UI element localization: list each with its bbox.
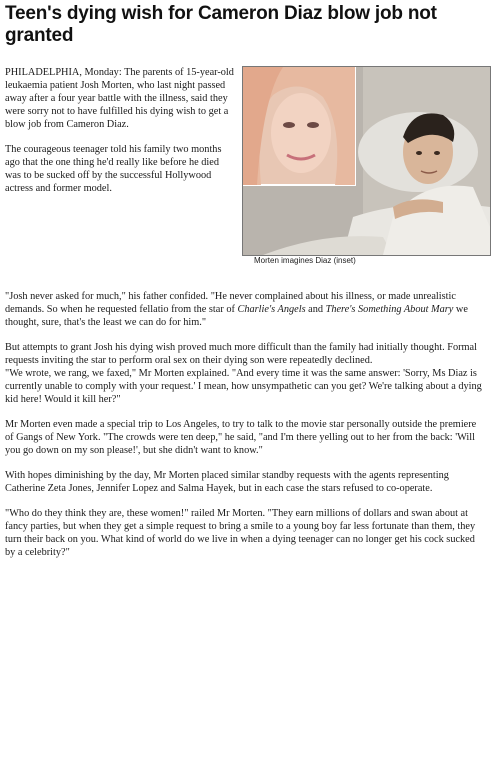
photo-illustration (243, 67, 490, 255)
paragraph-6: With hopes diminishing by the day, Mr Morten placed similar standby requests with the agents representing Catherine Zeta Jones, Jennifer Lopez and Salma Hayek, but in each case the stars refused to co-operate. (5, 470, 449, 494)
lead-column (5, 66, 235, 207)
paragraph-3-part-2: and (305, 304, 326, 315)
paragraph-3-part-3: we thought, sure, that's the least we can do for him." (5, 304, 468, 328)
photo-caption: Morten imagines Diaz (inset) (254, 256, 356, 265)
paragraph-5: Mr Morten even made a special trip to Los Angeles, to try to talk to the movie star personally outside the premiere of Gangs of New York. "The crowds were ten deep," he said, "and I'm there yelling out to her from the back: 'Will you go down on my son please!', but she didn't want to know." (5, 419, 477, 456)
article-lead-section (5, 66, 487, 290)
paragraph-7: "Who do they think they are, these women!" railed Mr Morten. "They earn millions of dollars and swan about at fancy parties, but when they get a simple request to bring a smile to a young boy far less fortunate than them, they turn their back on you. What kind of world do we live in when a dying teenager can no longer get his cock sucked by a celebrity?" (5, 508, 476, 558)
paragraph-3 (5, 290, 487, 329)
paragraph-4a: But attempts to grant Josh his dying wish proved much more difficult than the family had initially thought. Formal requests inviting the star to perform oral sex on their dying son were repeatedly declined. (5, 342, 477, 366)
film-title-charlies-angels: Charlie's Angels (237, 304, 306, 315)
paragraph-4b: "We wrote, we rang, we faxed," Mr Morten explained. "And every time it was the same answer: 'Sorry, Ms Diaz is currently unable to comply with your request.' I mean, how unsympathetic can you get? We're talking about a dying kid here! Would it kill her?" (5, 368, 482, 405)
paragraph-3-part-1: "Josh never asked for much," his father confided. "He never complained about his illness, or made unrealistic demands. So when he requested fellatio from the star of (5, 291, 456, 315)
article-photo (242, 66, 491, 256)
article-body (5, 290, 487, 559)
article-headline: Teen's dying wish for Cameron Diaz blow job not granted (5, 3, 437, 46)
lead-paragraph-2: The courageous teenager told his family two months ago that the one thing he'd really like before he died was to be sucked off by the successful Hollywood actress and former model. (5, 144, 222, 194)
film-title-something-about-mary: There's Something About Mary (325, 304, 454, 315)
lead-paragraph-1: PHILADELPHIA, Monday: The parents of 15-year-old leukaemia patient Josh Morten, who last night passed away after a four year battle with the illness, said they were sorry not to have fulfilled his dying wish to get a blow job from Cameron Diaz. (5, 67, 234, 130)
